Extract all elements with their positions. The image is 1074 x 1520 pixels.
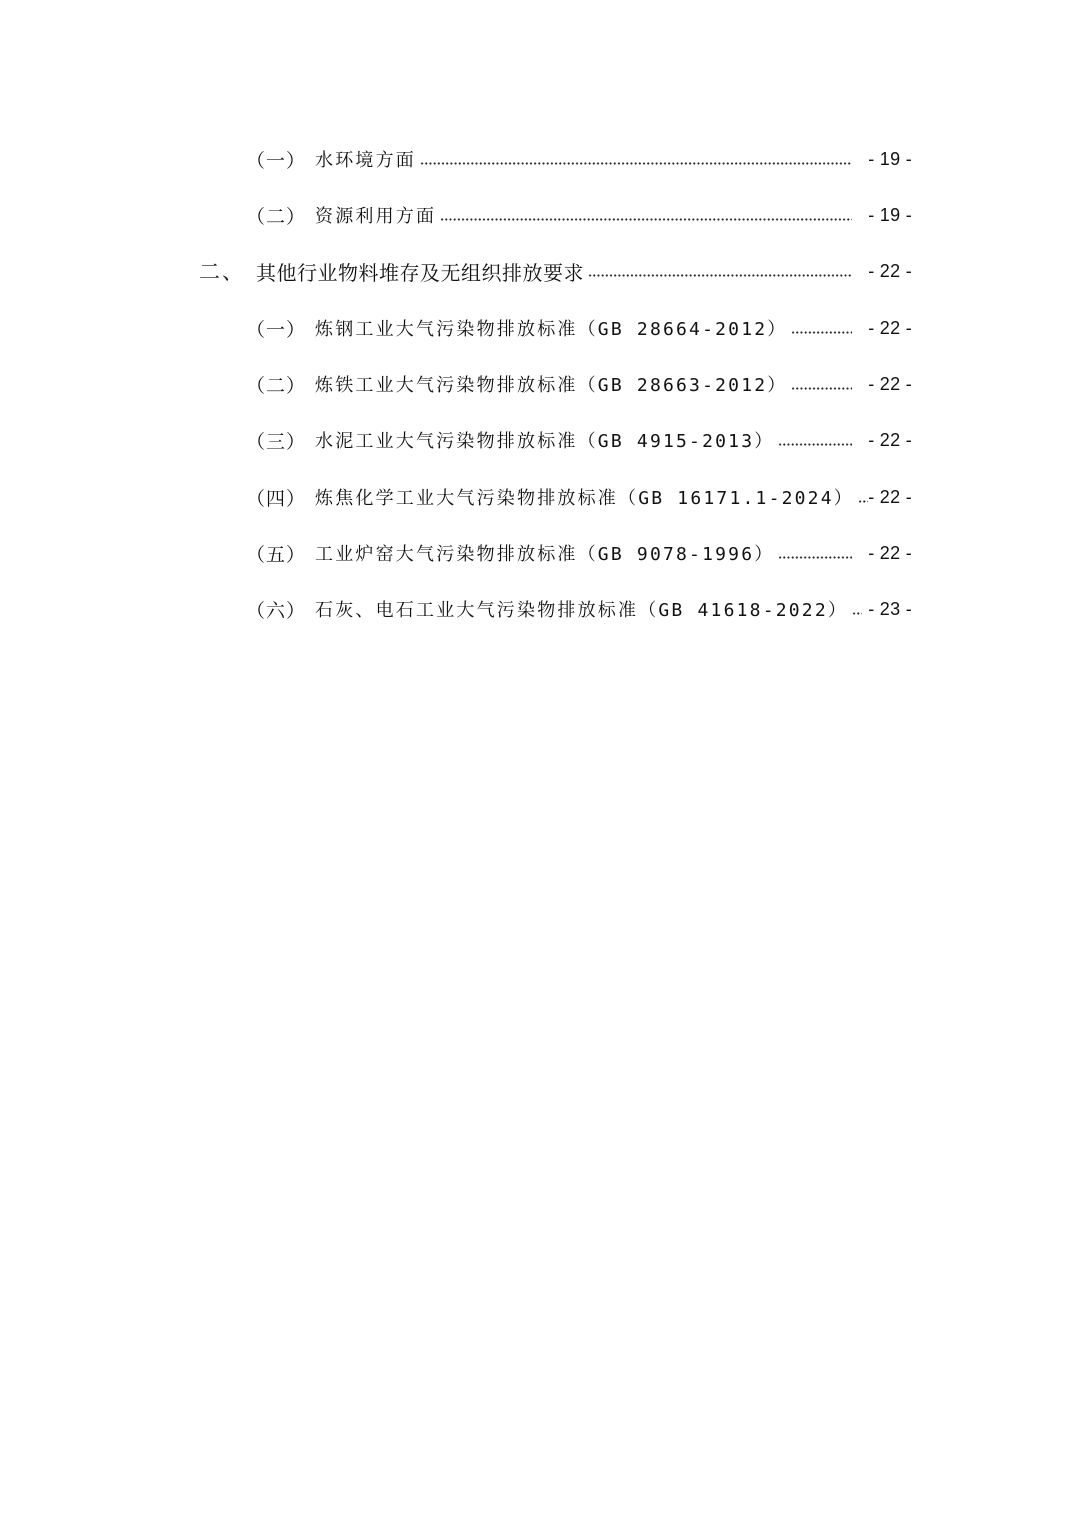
- toc-entry-title: 工业炉窑大气污染物排放标准（GB 9078-1996）: [315, 544, 775, 565]
- toc-entry-page: - 19 -: [868, 204, 912, 225]
- toc-entry-page: - 22 -: [868, 486, 912, 507]
- toc-entry-page: - 22 -: [868, 429, 912, 450]
- toc-entry-page: - 22 -: [868, 542, 912, 563]
- toc-entry-marker: 二、: [199, 260, 245, 284]
- toc-entry-marker: （四）: [246, 487, 307, 510]
- toc-entry[interactable]: [0, 420, 1074, 460]
- toc-entry-marker: （三）: [246, 430, 307, 453]
- toc-entry-title: 水环境方面: [315, 150, 416, 171]
- toc-entry-marker: （二）: [246, 205, 307, 228]
- toc-entry[interactable]: [0, 364, 1074, 404]
- toc-entry-marker: （六）: [246, 599, 307, 622]
- dot-leader: [778, 556, 852, 559]
- toc-entry-title: 炼焦化学工业大气污染物排放标准（GB 16171.1-2024）: [315, 488, 854, 509]
- toc-entry-marker: （一）: [246, 318, 307, 341]
- toc-entry[interactable]: [0, 533, 1074, 573]
- toc-entry-page: - 23 -: [868, 598, 912, 619]
- dot-leader: [778, 443, 852, 446]
- dot-leader: [588, 274, 852, 277]
- toc-entry-marker: （五）: [246, 543, 307, 566]
- toc-entry-page: - 22 -: [868, 317, 912, 338]
- toc-entry-title: 水泥工业大气污染物排放标准（GB 4915-2013）: [315, 431, 775, 452]
- dot-leader: [791, 331, 852, 334]
- toc-entry-page: - 19 -: [868, 148, 912, 169]
- toc-entry[interactable]: [0, 139, 1074, 179]
- dot-leader: [440, 218, 852, 221]
- toc-entry-title: 炼钢工业大气污染物排放标准（GB 28664-2012）: [315, 319, 788, 340]
- toc-entry-title: 石灰、电石工业大气污染物排放标准（GB 41618-2022）: [315, 600, 849, 621]
- dot-leader: [791, 387, 852, 390]
- toc-entry-marker: （二）: [246, 374, 307, 397]
- dot-leader: [852, 612, 862, 615]
- toc-entry-title: 资源利用方面: [315, 206, 437, 227]
- toc-entry[interactable]: [0, 477, 1074, 517]
- toc-entry[interactable]: [0, 308, 1074, 348]
- dot-leader: [420, 162, 852, 165]
- toc-entry[interactable]: [0, 251, 1074, 291]
- dot-leader: [858, 500, 868, 503]
- toc-entry-page: - 22 -: [868, 373, 912, 394]
- toc-entry-page: - 22 -: [868, 260, 912, 281]
- toc-entry-marker: （一）: [246, 149, 307, 172]
- toc-entry-title: 其他行业物料堆存及无组织排放要求: [256, 260, 584, 285]
- toc-entry[interactable]: [0, 195, 1074, 235]
- toc-entry-title: 炼铁工业大气污染物排放标准（GB 28663-2012）: [315, 375, 788, 396]
- toc-entry[interactable]: [0, 589, 1074, 629]
